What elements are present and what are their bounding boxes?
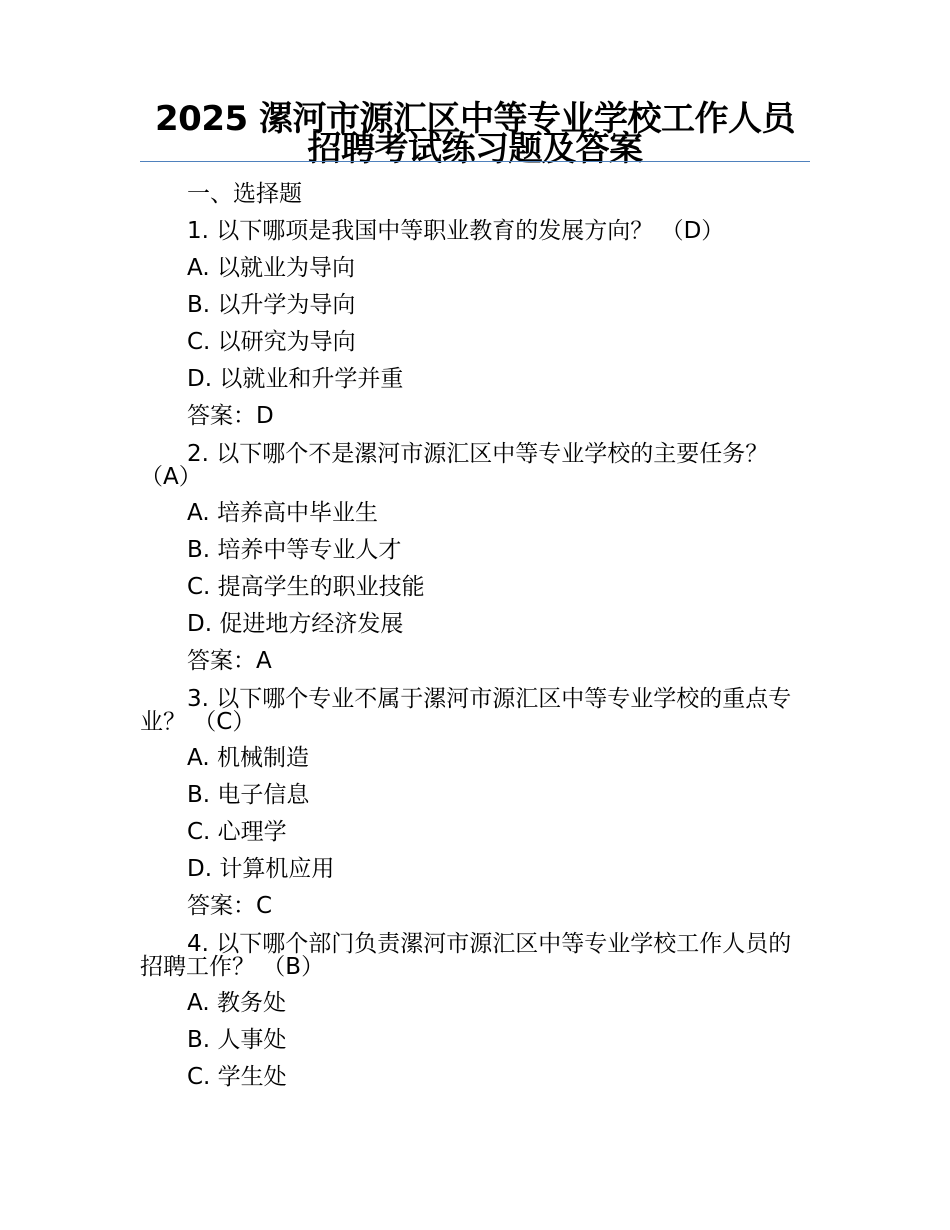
option-item: A. 培养高中毕业生 bbox=[187, 500, 378, 526]
option-item: B. 电子信息 bbox=[187, 782, 310, 808]
option-item: A. 教务处 bbox=[187, 990, 286, 1016]
answer-text: 答案：D bbox=[187, 403, 274, 429]
document-title: 2025 漯河市源汇区中等专业学校工作人员招聘考试练习题及答案 bbox=[155, 99, 795, 169]
option-item: B. 人事处 bbox=[187, 1027, 287, 1053]
document-body bbox=[140, 176, 810, 1096]
option-item: A. 以就业为导向 bbox=[187, 255, 355, 281]
option-item: B. 以升学为导向 bbox=[187, 292, 356, 318]
question-text: 3. 以下哪个专业不属于漯河市源汇区中等专业学校的重点专业？ （C） bbox=[140, 686, 792, 735]
option-item: D. 计算机应用 bbox=[187, 856, 335, 882]
question-text: 2. 以下哪个不是漯河市源汇区中等专业学校的主要任务？ （A） bbox=[140, 441, 769, 490]
section-heading: 一、选择题 bbox=[187, 181, 302, 207]
option-item: D. 促进地方经济发展 bbox=[187, 611, 404, 637]
title-underline bbox=[140, 161, 810, 162]
option-item: C. 提高学生的职业技能 bbox=[187, 574, 425, 600]
option-item: B. 培养中等专业人才 bbox=[187, 537, 402, 563]
option-item: C. 学生处 bbox=[187, 1064, 287, 1090]
option-item: C. 心理学 bbox=[187, 819, 287, 845]
answer-text: 答案：C bbox=[187, 893, 273, 919]
option-item: C. 以研究为导向 bbox=[187, 329, 356, 355]
question-text: 4. 以下哪个部门负责漯河市源汇区中等专业学校工作人员的招聘工作？ （B） bbox=[140, 931, 792, 980]
option-item: A. 机械制造 bbox=[187, 745, 309, 771]
question-text: 1. 以下哪项是我国中等职业教育的发展方向？ （D） bbox=[187, 218, 725, 244]
option-item: D. 以就业和升学并重 bbox=[187, 366, 404, 392]
answer-text: 答案：A bbox=[187, 648, 272, 674]
